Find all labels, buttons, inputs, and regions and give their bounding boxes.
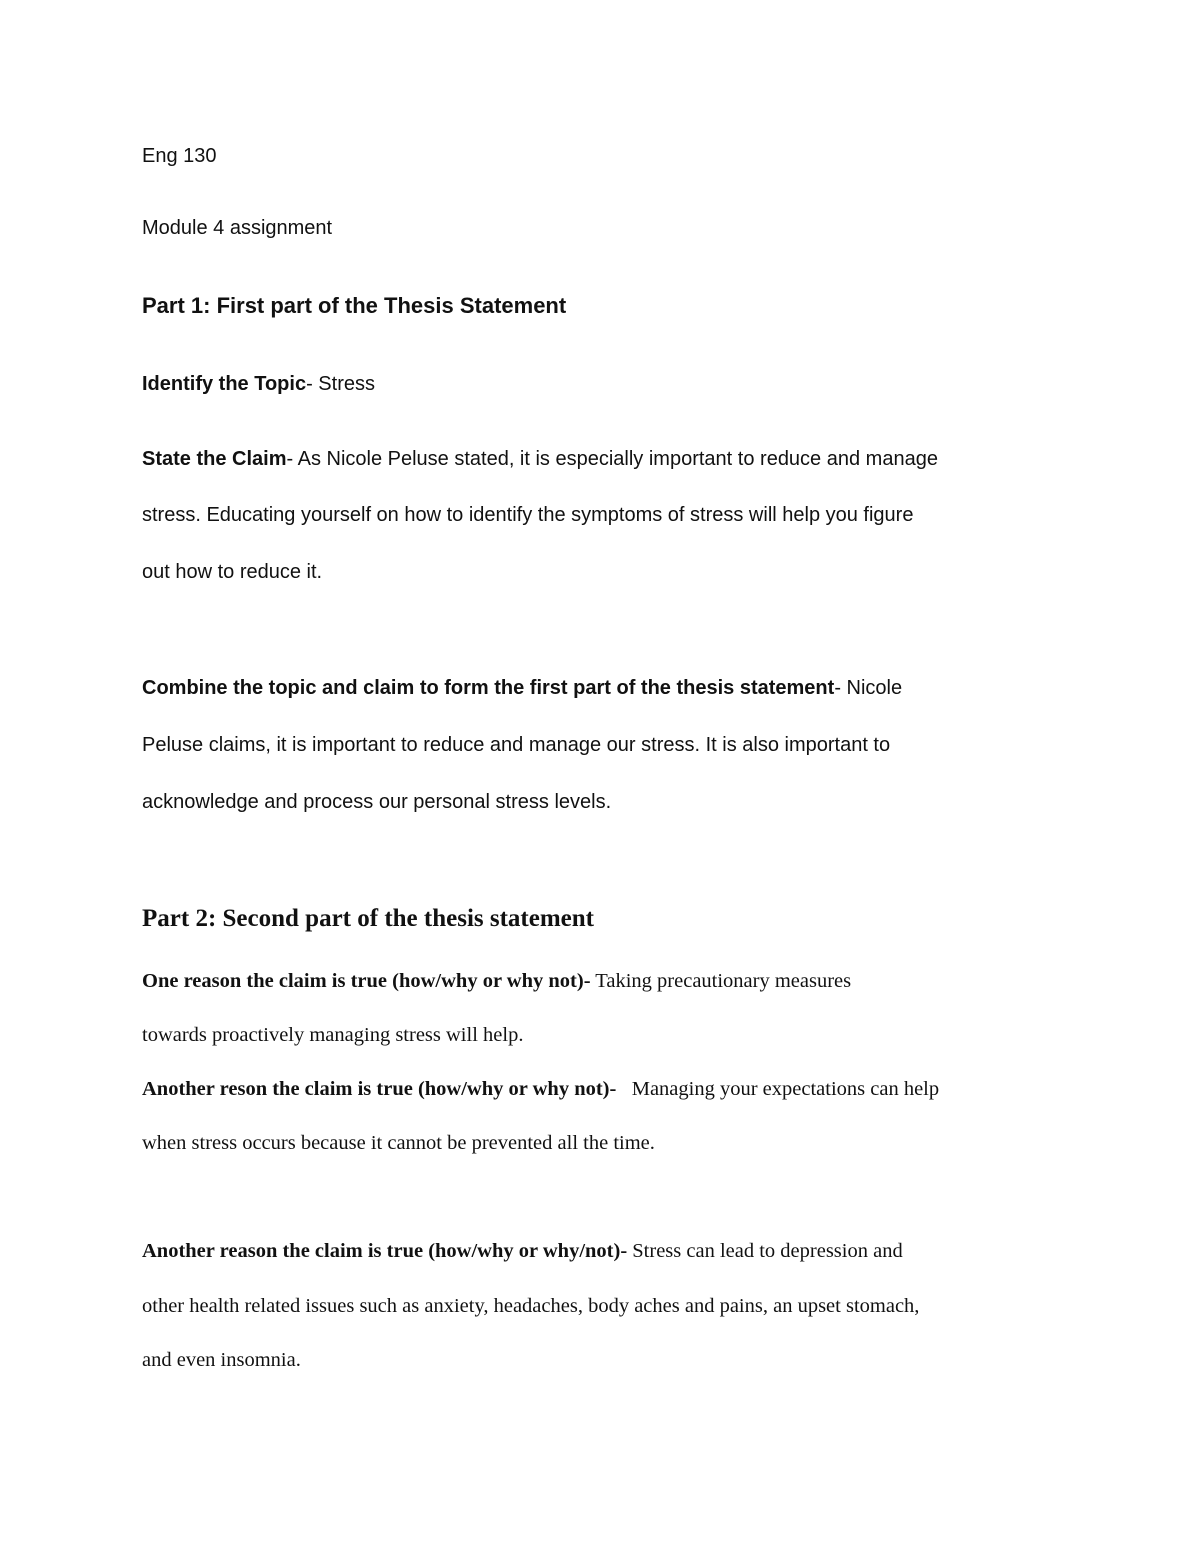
combine-row xyxy=(142,677,902,700)
reason3-row xyxy=(142,1240,903,1263)
topic-text: - Stress xyxy=(306,373,375,395)
reason1-line-2: towards proactively managing stress will help. xyxy=(142,1024,524,1046)
claim-line-2: stress. Educating yourself on how to identify the symptoms of stress will help you figure xyxy=(142,504,914,526)
course-label: Eng 130 xyxy=(142,145,217,167)
combine-line-3: acknowledge and process our personal stress levels. xyxy=(142,791,612,813)
reason3-line-3: and even insomnia. xyxy=(142,1349,301,1371)
reason2-label: Another reson the claim is true (how/why or why not)- xyxy=(142,1078,617,1100)
reason2-line-1: Managing your expectations can help xyxy=(616,1078,940,1100)
reason2-line-2: when stress occurs because it cannot be prevented all the time. xyxy=(142,1132,655,1154)
reason1-line-1: Taking precautionary measures xyxy=(590,970,852,992)
claim-label: State the Claim xyxy=(142,448,287,470)
part1-heading: Part 1: First part of the Thesis Statement xyxy=(142,293,567,318)
reason3-line-1: Stress can lead to depression and xyxy=(627,1240,903,1262)
reason1-row xyxy=(142,970,851,993)
claim-line-3: out how to reduce it. xyxy=(142,561,323,583)
claim-line-1: - As Nicole Peluse stated, it is especially important to reduce and manage xyxy=(286,448,938,470)
reason1-label: One reason the claim is true (how/why or why not)- xyxy=(142,970,591,992)
claim-row xyxy=(142,448,938,471)
topic-row xyxy=(142,373,375,396)
assignment-label: Module 4 assignment xyxy=(142,217,333,239)
combine-line-2: Peluse claims, it is important to reduce and manage our stress. It is also important to xyxy=(142,734,891,756)
reason3-label: Another reason the claim is true (how/why or why/not)- xyxy=(142,1240,628,1262)
combine-line-1: - Nicole xyxy=(834,677,903,699)
topic-label: Identify the Topic xyxy=(142,373,307,395)
part2-heading: Part 2: Second part of the thesis statement xyxy=(142,905,595,932)
combine-label: Combine the topic and claim to form the first part of the thesis statement xyxy=(142,677,835,699)
reason2-row xyxy=(142,1078,939,1101)
reason3-line-2: other health related issues such as anxiety, headaches, body aches and pains, an upset stomach, xyxy=(142,1295,920,1317)
